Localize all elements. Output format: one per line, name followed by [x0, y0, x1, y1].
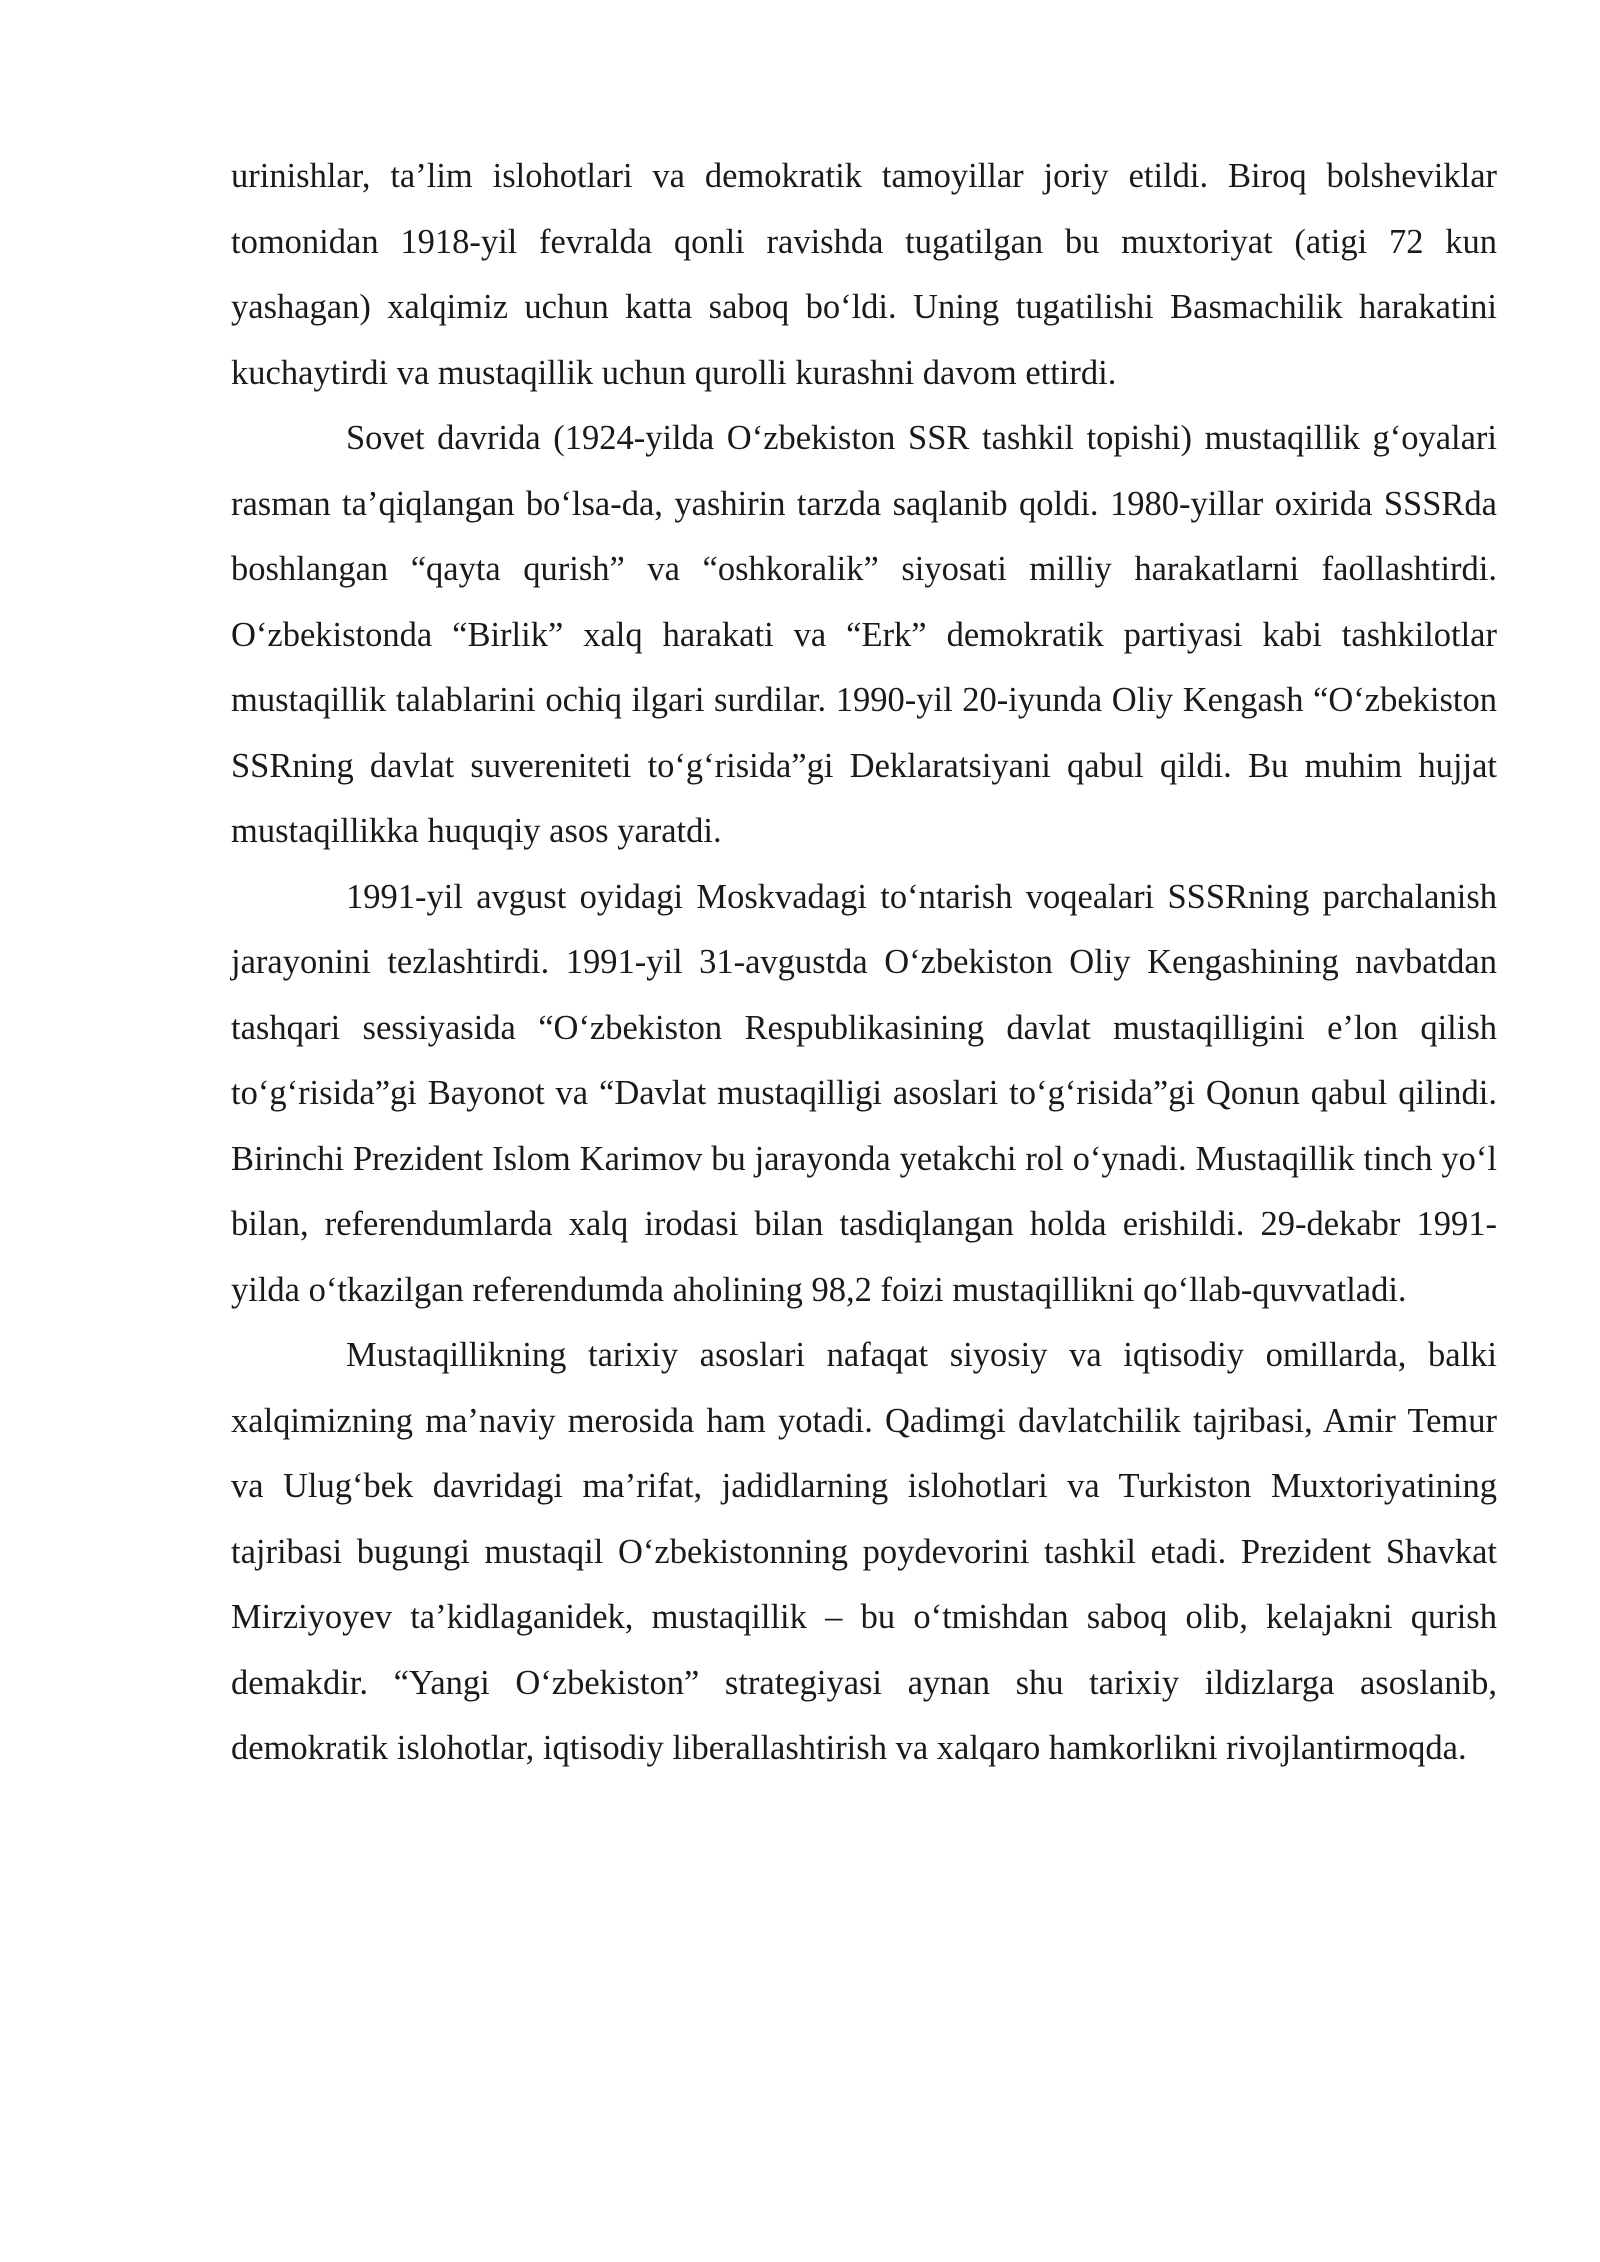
document-page [231, 144, 1497, 1782]
paragraph-historical-foundations: Mustaqillikning tarixiy asoslari nafaqat siyosiy va iqtisodiy omillarda, balki xalqimizning ma’naviy merosida ham yotadi. Qadimgi davlatchilik tajribasi, Amir Temur va Ulug‘bek davridagi ma’rifat, jadidlarning islohotlari va Turkiston Muxtoriyatining tajribasi bugungi mustaqil O‘zbekistonning poydevorini tashkil etadi. Prezident Shavkat Mirziyoyev ta’kidlaganidek, mustaqillik – bu o‘tmishdan saboq olib, kelajakni qurish demakdir. “Yangi O‘zbekiston” strategiyasi aynan shu tarixiy ildizlarga asoslanib, demokratik islohotlar, iqtisodiy liberallashtirish va xalqaro hamkorlikni rivojlantirmoqda. [231, 1336, 1497, 1767]
paragraph-independence-1991: 1991-yil avgust oyidagi Moskvadagi to‘ntarish voqealari SSSRning parchalanish jarayonini tezlashtirdi. 1991-yil 31-avgustda O‘zbekiston Oliy Kengashining navbatdan tashqari sessiyasida “O‘zbekiston Respublikasining davlat mustaqilligini e’lon qilish to‘g‘risida”gi Bayonot va “Davlat mustaqilligi asoslari to‘g‘risida”gi Qonun qabul qilindi. Birinchi Prezident Islom Karimov bu jarayonda yetakchi rol o‘ynadi. Mustaqillik tinch yo‘l bilan, referendumlarda xalq irodasi bilan tasdiqlangan holda erishildi. 29-dekabr 1991-yilda o‘tkazilgan referendumda aholining 98,2 foizi mustaqillikni qo‘llab-quvvatladi. [231, 877, 1497, 1309]
paragraph-soviet-period: Sovet davrida (1924-yilda O‘zbekiston SSR tashkil topishi) mustaqillik g‘oyalari rasman ta’qiqlangan bo‘lsa-da, yashirin tarzda saqlanib qoldi. 1980-yillar oxirida SSSRda boshlangan “qayta qurish” va “oshkoralik” siyosati milliy harakatlarni faollashtirdi. O‘zbekistonda “Birlik” xalq harakati va “Erk” demokratik partiyasi kabi tashkilotlar mustaqillik talablarini ochiq ilgari surdilar. 1990-yil 20-iyunda Oliy Kengash “O‘zbekiston SSRning davlat suvereniteti to‘g‘risida”gi Deklaratsiyani qabul qildi. Bu muhim hujjat mustaqillikka huquqiy asos yaratdi. [231, 419, 1497, 850]
paragraph-continuation: urinishlar, ta’lim islohotlari va demokratik tamoyillar joriy etildi. Biroq bolsheviklar tomonidan 1918-yil fevralda qonli ravishda tugatilgan bu muxtoriyat (atigi 72 kun yashagan) xalqimiz uchun katta saboq bo‘ldi. Uning tugatilishi Basmachilik harakatini kuchaytirdi va mustaqillik uchun qurolli kurashni davom ettirdi. [231, 157, 1497, 392]
